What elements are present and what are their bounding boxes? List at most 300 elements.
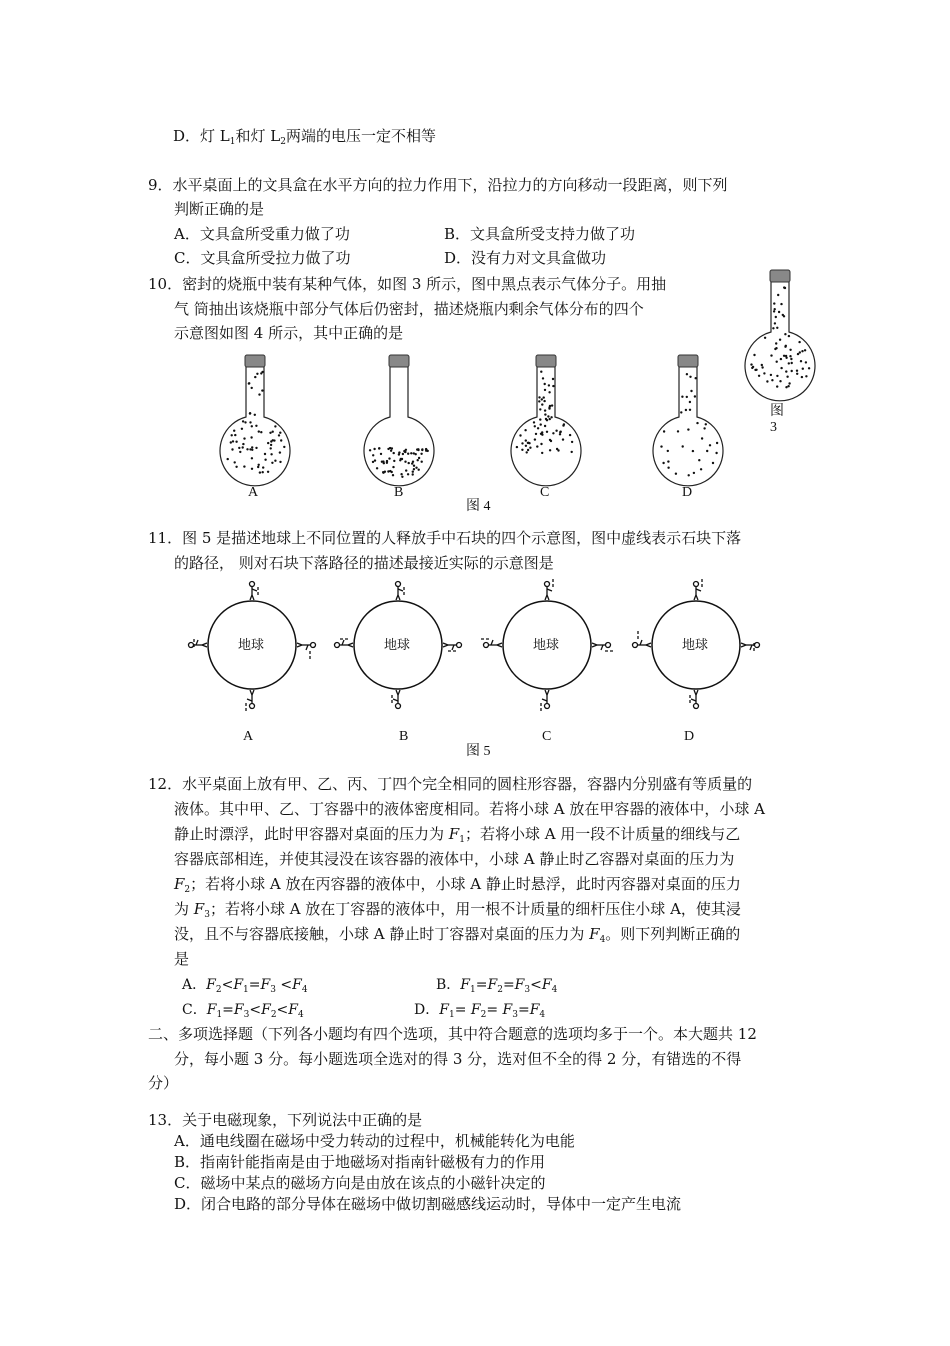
person-figure <box>297 643 316 651</box>
gas-molecule-dot <box>408 462 410 464</box>
person-figure <box>542 690 550 709</box>
gas-molecule-dot <box>250 436 252 438</box>
gas-molecule-dot <box>667 467 669 469</box>
gas-molecule-dot <box>529 447 531 449</box>
gas-molecule-dot <box>681 396 683 398</box>
fig5-label-a: A <box>243 729 254 744</box>
gas-molecule-dot <box>421 461 423 463</box>
gas-molecule-dot <box>752 366 754 368</box>
gas-molecule-dot <box>251 457 253 459</box>
gas-molecule-dot <box>791 362 793 364</box>
fig4-caption: 图 4 <box>466 499 491 514</box>
gas-molecule-dot <box>660 445 662 447</box>
gas-molecule-dot <box>698 459 700 461</box>
gas-molecule-dot <box>231 434 233 436</box>
F-symbol: F <box>292 977 302 993</box>
fig5-label-c: C <box>542 729 552 744</box>
gas-molecule-dot <box>248 382 250 384</box>
gas-molecule-dot <box>254 414 256 416</box>
gas-molecule-dot <box>412 471 414 473</box>
gas-molecule-dot <box>261 371 263 373</box>
gas-molecule-dot <box>776 361 778 363</box>
gas-molecule-dot <box>243 437 245 439</box>
F-symbol: F <box>261 1002 271 1018</box>
gas-molecule-dot <box>533 421 535 423</box>
gas-molecule-dot <box>238 447 240 449</box>
gas-molecule-dot <box>382 460 384 462</box>
gas-molecule-dot <box>525 445 527 447</box>
gas-molecule-dot <box>546 419 548 421</box>
gas-molecule-dot <box>254 376 256 378</box>
gas-molecule-dot <box>785 357 787 359</box>
gas-molecule-dot <box>667 460 669 462</box>
gas-molecule-dot <box>393 460 395 462</box>
gas-molecule-dot <box>527 442 529 444</box>
gas-molecule-dot <box>380 453 382 455</box>
F-symbol: F <box>470 1002 481 1018</box>
gas-molecule-dot <box>280 439 282 441</box>
gas-molecule-dot <box>264 459 266 461</box>
fig4-label-a: A <box>248 485 259 500</box>
q13-stem: 13．关于电磁现象，下列说法中正确的是 <box>148 1111 423 1129</box>
gas-molecule-dot <box>251 446 253 448</box>
gas-molecule-dot <box>400 458 402 460</box>
gas-molecule-dot <box>542 377 544 379</box>
gas-molecule-dot <box>774 348 776 350</box>
gas-molecule-dot <box>696 422 698 424</box>
gas-molecule-dot <box>559 433 561 435</box>
earth-label-a: 地球 <box>238 638 265 653</box>
q12-line7 <box>174 924 740 947</box>
q12-option-c <box>182 1000 304 1022</box>
gas-molecule-dot <box>416 448 418 450</box>
op-eq: = <box>517 1002 530 1018</box>
gas-molecule-dot <box>799 351 801 353</box>
gas-molecule-dot <box>692 450 694 452</box>
gas-molecule-dot <box>540 371 542 373</box>
q13-option-b: B．指南针能指南是由于地磁场对指南针磁极有力的作用 <box>174 1153 546 1171</box>
gas-molecule-dot <box>376 467 378 469</box>
gas-molecule-dot <box>802 368 804 370</box>
gas-molecule-dot <box>278 434 280 436</box>
q12-l7b: 。则下列判断正确的 <box>605 925 741 943</box>
gas-molecule-dot <box>778 311 780 313</box>
F-symbol: F <box>448 825 460 843</box>
gas-molecule-dot <box>774 308 776 310</box>
gas-molecule-dot <box>686 396 688 398</box>
q12-line6 <box>174 899 741 922</box>
gas-molecule-dot <box>800 360 802 362</box>
gas-molecule-dot <box>534 438 536 440</box>
gas-molecule-dot <box>680 411 682 413</box>
gas-molecule-dot <box>420 453 422 455</box>
gas-molecule-dot <box>524 429 526 431</box>
gas-molecule-dot <box>388 457 390 459</box>
op-lt: < <box>275 977 293 993</box>
gas-molecule-dot <box>267 471 269 473</box>
gas-molecule-dot <box>688 474 690 476</box>
gas-molecule-dot <box>550 416 552 418</box>
op-lt: < <box>276 1002 289 1018</box>
op-eq: = <box>222 1002 234 1018</box>
F-symbol: F <box>206 1002 217 1018</box>
q9-option-b: B．文具盒所受支持力做了功 <box>444 225 636 243</box>
gas-molecule-dot <box>784 346 786 348</box>
gas-molecule-dot <box>242 446 244 448</box>
section2-line2: 分，每小题 3 分。每小题选项全选对的得 3 分，选对但不全的得 2 分，有错选的不得 <box>174 1050 742 1068</box>
gas-molecule-dot <box>563 423 565 425</box>
person-figure <box>691 690 699 709</box>
gas-molecule-dot <box>407 453 409 455</box>
gas-molecule-dot <box>695 377 697 379</box>
gas-molecule-dot <box>797 353 799 355</box>
gas-molecule-dot <box>262 471 264 473</box>
gas-molecule-dot <box>535 433 537 435</box>
gas-molecule-dot <box>544 409 546 411</box>
gas-molecule-dot <box>258 393 260 395</box>
gas-molecule-dot <box>790 358 792 360</box>
F-symbol: F <box>233 977 244 993</box>
gas-molecule-dot <box>780 303 782 305</box>
gas-molecule-dot <box>516 446 518 448</box>
gas-molecule-dot <box>555 430 557 432</box>
gas-molecule-dot <box>750 363 752 365</box>
q9-option-a: A．文具盒所受重力做了功 <box>174 225 350 243</box>
q9-stem-line1: 9．水平桌面上的文具盒在水平方向的拉力作用下，沿拉力的方向移动一段距离，则下列 <box>148 176 728 194</box>
op-eq: = <box>486 1002 503 1018</box>
gas-molecule-dot <box>374 459 376 461</box>
fig5-label-b: B <box>399 729 409 744</box>
op-eq: = <box>454 1002 471 1018</box>
gas-molecule-dot <box>279 432 281 434</box>
gas-molecule-dot <box>251 387 253 389</box>
gas-molecule-dot <box>271 462 273 464</box>
q9-stem-line2: 判断正确的是 <box>174 200 265 218</box>
gas-molecule-dot <box>421 448 423 450</box>
gas-molecule-dot <box>571 451 573 453</box>
gas-molecule-dot <box>401 476 403 478</box>
gas-molecule-dot <box>716 442 718 444</box>
gas-molecule-dot <box>761 366 763 368</box>
gas-molecule-dot <box>779 380 781 382</box>
gas-molecule-dot <box>544 389 546 391</box>
q8-text-c: 两端的电压一定不相等 <box>285 127 436 145</box>
q12-line3 <box>174 824 740 847</box>
gas-molecule-dot <box>398 451 400 453</box>
gas-molecule-dot <box>257 466 259 468</box>
gas-molecule-dot <box>541 398 543 400</box>
gas-molecule-dot <box>402 453 404 455</box>
q12-l7a: 没，且不与容器底接触，小球 A 静止时丁容器对桌面的压力为 <box>174 925 590 943</box>
sub-4: 4 <box>599 935 606 945</box>
section2-line1: 二、多项选择题（下列各小题均有四个选项，其中符合题意的选项均多于一个。本大题共 12 <box>148 1025 757 1043</box>
gas-molecule-dot <box>796 373 798 375</box>
F-symbol: F <box>529 1002 540 1018</box>
gas-molecule-dot <box>264 453 266 455</box>
q12-line5 <box>174 874 741 897</box>
gas-molecule-dot <box>272 431 274 433</box>
gas-molecule-dot <box>687 428 689 430</box>
gas-molecule-dot <box>521 442 523 444</box>
gas-molecule-dot <box>775 316 777 318</box>
gas-molecule-dot <box>557 449 559 451</box>
gas-molecule-dot <box>261 389 263 391</box>
gas-molecule-dot <box>251 449 253 451</box>
person-figure <box>247 690 255 709</box>
sub-2: 2 <box>497 985 503 995</box>
gas-molecule-dot <box>382 471 384 473</box>
gas-molecule-dot <box>411 462 413 464</box>
gas-molecule-dot <box>552 385 554 387</box>
gas-molecule-dot <box>689 409 691 411</box>
gas-molecule-dot <box>251 468 253 470</box>
gas-molecule-dot <box>796 370 798 372</box>
gas-molecule-dot <box>249 412 251 414</box>
person-figure <box>335 640 354 648</box>
gas-molecule-dot <box>549 439 551 441</box>
F-symbol: F <box>260 977 271 993</box>
gas-molecule-dot <box>241 428 243 430</box>
person-figure <box>741 643 760 651</box>
gas-molecule-dot <box>412 473 414 475</box>
gas-molecule-dot <box>246 448 248 450</box>
gas-molecule-dot <box>755 369 757 371</box>
gas-molecule-dot <box>804 349 806 351</box>
sub-2: 2 <box>215 985 222 995</box>
gas-molecule-dot <box>700 468 702 470</box>
gas-molecule-dot <box>663 430 665 432</box>
gas-molecule-dot <box>689 376 691 378</box>
gas-molecule-dot <box>686 373 688 375</box>
F-symbol: F <box>174 875 185 893</box>
gas-molecule-dot <box>548 406 550 408</box>
gas-molecule-dot <box>776 385 778 387</box>
gas-molecule-dot <box>391 447 393 449</box>
gas-molecule-dot <box>694 395 696 397</box>
sub-1: 1 <box>448 1010 455 1020</box>
sub-4: 4 <box>539 1010 546 1020</box>
gas-molecule-dot <box>709 444 711 446</box>
gas-molecule-dot <box>690 390 692 392</box>
sub-1: 1 <box>459 835 465 845</box>
gas-molecule-dot <box>562 438 564 440</box>
gas-molecule-dot <box>783 355 785 357</box>
gas-molecule-dot <box>539 418 541 420</box>
gas-molecule-dot <box>405 469 407 471</box>
q9-option-c: C．文具盒所受拉力做了功 <box>174 249 351 267</box>
gas-molecule-dot <box>689 401 691 403</box>
gas-molecule-dot <box>418 457 420 459</box>
gas-molecule-dot <box>685 409 687 411</box>
gas-molecule-dot <box>770 354 772 356</box>
gas-molecule-dot <box>386 462 388 464</box>
gas-molecule-dot <box>786 376 788 378</box>
gas-molecule-dot <box>244 421 246 423</box>
gas-molecule-dot <box>521 449 523 451</box>
gas-molecule-dot <box>773 302 775 304</box>
gas-molecule-dot <box>234 434 236 436</box>
op-lt: < <box>530 977 542 993</box>
sub-3: 3 <box>270 985 276 995</box>
gas-molecule-dot <box>389 470 391 472</box>
gas-molecule-dot <box>780 358 782 360</box>
q9-option-d: D．没有力对文具盒做功 <box>444 249 607 267</box>
gas-molecule-dot <box>677 430 679 432</box>
q12-line1: 12．水平桌面上放有甲、乙、丙、丁四个完全相同的圆柱形容器，容器内分别盛有等质量的 <box>148 775 753 793</box>
gas-molecule-dot <box>789 349 791 351</box>
q12-l5b: ；若将小球 A 放在丙容器的液体中，小球 A 静止时悬浮，此时丙容器对桌面的压力 <box>190 875 741 893</box>
fig4-flask-a <box>215 353 295 483</box>
q13-option-c: C．磁场中某点的磁场方向是由放在该点的小磁针决定的 <box>174 1174 546 1192</box>
sub-1: 1 <box>216 1010 223 1020</box>
gas-molecule-dot <box>783 286 785 288</box>
F-symbol: F <box>288 1002 298 1018</box>
gas-molecule-dot <box>549 418 551 420</box>
person-figure <box>250 582 258 601</box>
gas-molecule-dot <box>270 447 272 449</box>
gas-molecule-dot <box>783 315 785 317</box>
gas-molecule-dot <box>369 449 371 451</box>
gas-molecule-dot <box>703 427 705 429</box>
gas-molecule-dot <box>227 458 229 460</box>
gas-molecule-dot <box>239 451 241 453</box>
gas-molecule-dot <box>249 421 251 423</box>
q13-option-a: A．通电线圈在磁场中受力转动的过程中，机械能转化为电能 <box>174 1132 575 1150</box>
gas-molecule-dot <box>773 310 775 312</box>
person-figure <box>545 582 553 601</box>
earth-label-b: 地球 <box>384 638 411 653</box>
gas-molecule-dot <box>417 459 419 461</box>
gas-molecule-dot <box>410 452 412 454</box>
gas-molecule-dot <box>256 373 258 375</box>
gas-molecule-dot <box>776 375 778 377</box>
gas-molecule-dot <box>571 441 573 443</box>
F-symbol: F <box>460 977 471 993</box>
gas-molecule-dot <box>539 408 541 410</box>
F-symbol: F <box>193 900 205 918</box>
gas-molecule-dot <box>569 434 571 436</box>
gas-molecule-dot <box>785 386 787 388</box>
gas-molecule-dot <box>234 461 236 463</box>
person-figure <box>633 640 652 648</box>
gas-molecule-dot <box>283 446 285 448</box>
gas-molecule-dot <box>779 339 781 341</box>
gas-molecule-dot <box>243 465 245 467</box>
q12-l3a: 静止时漂浮，此时甲容器对桌面的压力为 <box>174 825 449 843</box>
fig3-label-line2: 3 <box>770 420 777 435</box>
gas-molecule-dot <box>552 378 554 380</box>
gas-molecule-dot <box>543 400 545 402</box>
op-lt: < <box>249 1002 262 1018</box>
gas-molecule-dot <box>270 444 272 446</box>
F-symbol: F <box>439 1002 449 1018</box>
fig4-label-d: D <box>682 485 693 500</box>
gas-molecule-dot <box>675 473 677 475</box>
q8-sub1: 1 <box>229 137 236 147</box>
gas-molecule-dot <box>548 391 550 393</box>
gas-molecule-dot <box>541 403 543 405</box>
section2-line3: 分） <box>148 1074 179 1092</box>
fig5-caption: 图 5 <box>466 744 491 759</box>
gas-molecule-dot <box>527 449 529 451</box>
person-figure <box>189 640 208 648</box>
q12-l6a: 为 <box>174 900 194 918</box>
gas-molecule-dot <box>538 396 540 398</box>
gas-molecule-dot <box>274 460 276 462</box>
gas-molecule-dot <box>541 452 543 454</box>
gas-molecule-dot <box>540 443 542 445</box>
q8-sub2: 2 <box>280 137 286 147</box>
gas-molecule-dot <box>805 375 807 377</box>
q8-text-a: D．灯 L <box>173 127 230 145</box>
gas-molecule-dot <box>808 367 810 369</box>
gas-molecule-dot <box>372 461 374 463</box>
gas-molecule-dot <box>543 396 545 398</box>
gas-molecule-dot <box>260 431 262 433</box>
gas-molecule-dot <box>552 432 554 434</box>
gas-molecule-dot <box>400 473 402 475</box>
gas-molecule-dot <box>258 464 260 466</box>
gas-molecule-dot <box>255 447 257 449</box>
gas-molecule-dot <box>805 361 807 363</box>
op-lt: < <box>221 977 234 993</box>
opt-label: C． <box>182 1002 207 1018</box>
gas-molecule-dot <box>560 431 562 433</box>
gas-molecule-dot <box>404 461 406 463</box>
gas-molecule-dot <box>541 434 543 436</box>
gas-molecule-dot <box>538 400 540 402</box>
gas-molecule-dot <box>784 333 786 335</box>
gas-molecule-dot <box>715 452 717 454</box>
opt-label: D． <box>414 1002 440 1018</box>
gas-molecule-dot <box>270 453 272 455</box>
gas-molecule-dot <box>262 466 264 468</box>
q11-stem-line1: 11．图 5 是描述地球上不同位置的人释放手中石块的四个示意图，图中虚线表示石块下落 <box>148 529 742 547</box>
gas-molecule-dot <box>231 448 233 450</box>
gas-molecule-dot <box>279 461 281 463</box>
gas-molecule-dot <box>255 425 257 427</box>
gas-molecule-dot <box>403 450 405 452</box>
gas-molecule-dot <box>378 447 380 449</box>
gas-molecule-dot <box>413 468 415 470</box>
gas-molecule-dot <box>233 430 235 432</box>
q12-option-b <box>436 975 557 997</box>
gas-molecule-dot <box>701 437 703 439</box>
gas-molecule-dot <box>232 440 234 442</box>
gas-molecule-dot <box>766 380 768 382</box>
q8-text-b: 和灯 L <box>235 127 281 145</box>
gas-molecule-dot <box>772 327 774 329</box>
earth-label-d: 地球 <box>682 638 709 653</box>
gas-molecule-dot <box>242 420 244 422</box>
gas-molecule-dot <box>547 415 549 417</box>
gas-molecule-dot <box>544 413 546 415</box>
gas-molecule-dot <box>274 425 276 427</box>
gas-molecule-dot <box>548 384 550 386</box>
fig4-flask-d <box>648 353 728 483</box>
sub-2: 2 <box>480 1010 487 1020</box>
q12-line8: 是 <box>174 950 190 968</box>
gas-molecule-dot <box>712 462 714 464</box>
fig5-label-d: D <box>684 729 695 744</box>
gas-molecule-dot <box>761 364 763 366</box>
sub-2: 2 <box>270 1010 277 1020</box>
q12-option-a <box>182 975 308 997</box>
gas-molecule-dot <box>758 375 760 377</box>
gas-molecule-dot <box>546 431 548 433</box>
gas-molecule-dot <box>392 466 394 468</box>
gas-molecule-dot <box>418 469 420 471</box>
